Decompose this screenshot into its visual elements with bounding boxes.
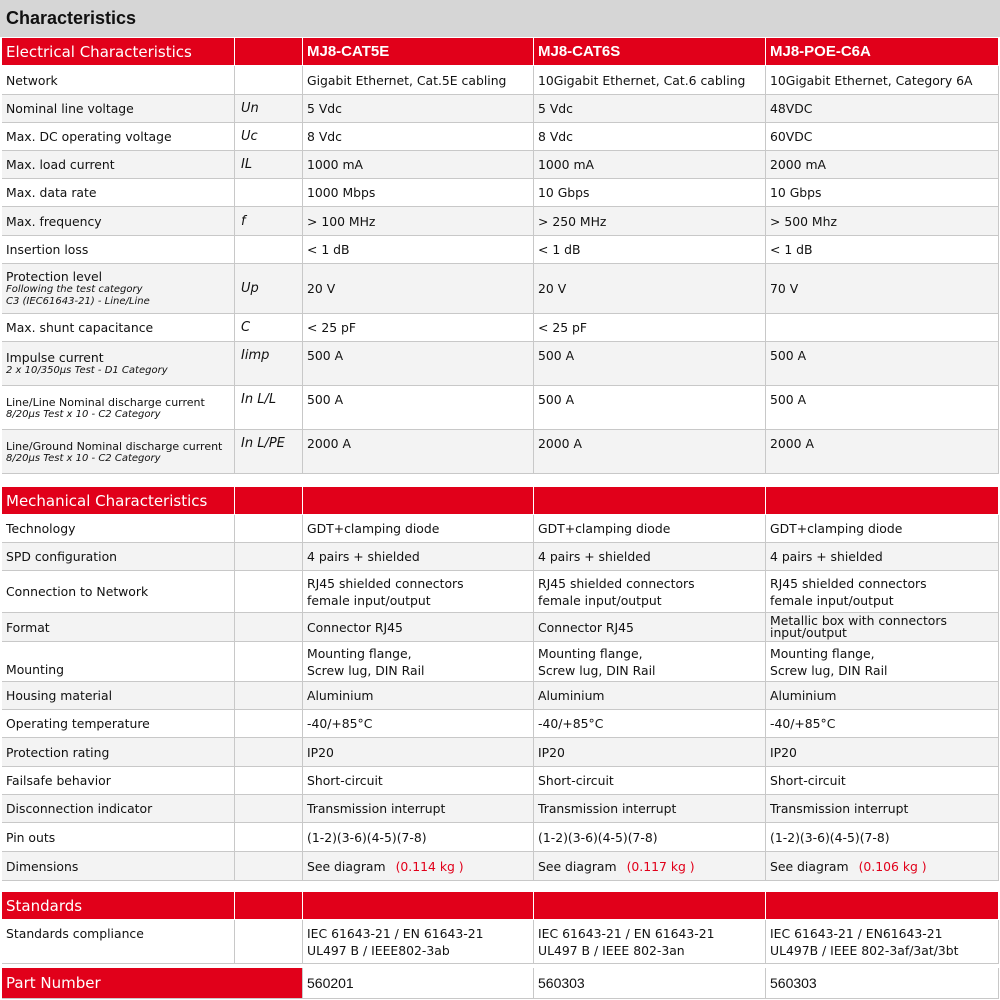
row-symbol — [235, 823, 303, 852]
row-value: 8 Vdc — [303, 123, 534, 151]
row-symbol — [235, 236, 303, 264]
row-label: Max. data rate — [2, 179, 235, 207]
row-label-note: 8/20µs Test x 10 - C2 Category — [6, 409, 161, 420]
row-value: Aluminium — [534, 682, 766, 710]
row-value: Short-circuit — [534, 767, 766, 795]
row-label-note: Following the test category — [6, 284, 143, 295]
row-value: 1000 mA — [303, 151, 534, 179]
row-value: 8 Vdc — [534, 123, 766, 151]
row-value: 500 A — [534, 386, 766, 430]
table-row — [2, 571, 999, 613]
electrical-table — [2, 38, 999, 474]
row-value — [766, 642, 999, 682]
standards-header-row — [2, 892, 999, 920]
row-value: 20 V — [303, 264, 534, 314]
row-symbol — [235, 710, 303, 738]
table-row — [2, 738, 999, 767]
row-value — [766, 571, 999, 613]
value-line: female input/output — [307, 592, 431, 608]
row-value: 60VDC — [766, 123, 999, 151]
row-value: < 1 dB — [303, 236, 534, 264]
row-symbol: IL — [235, 151, 303, 179]
table-row — [2, 123, 999, 151]
table-row — [2, 236, 999, 264]
header-blank — [235, 487, 303, 515]
row-value — [534, 571, 766, 613]
row-value: 10 Gbps — [766, 179, 999, 207]
weight-value: (0.117 kg ) — [626, 858, 695, 874]
value-line: RJ45 shielded connectors — [538, 575, 695, 591]
table-row — [2, 682, 999, 710]
value-line: Metallic box with connectors — [770, 613, 947, 628]
row-label — [2, 342, 235, 386]
row-value: Transmission interrupt — [766, 795, 999, 823]
row-value: 2000 A — [303, 430, 534, 474]
row-value: 70 V — [766, 264, 999, 314]
row-label — [2, 386, 235, 430]
row-symbol: f — [235, 207, 303, 236]
table-row — [2, 543, 999, 571]
row-value — [303, 571, 534, 613]
row-symbol — [235, 642, 303, 682]
row-value: GDT+clamping diode — [303, 515, 534, 543]
row-label: Dimensions — [2, 852, 235, 881]
header-blank — [534, 892, 766, 920]
table-row — [2, 767, 999, 795]
row-label — [2, 264, 235, 314]
row-symbol: Un — [235, 95, 303, 123]
mechanical-header-row — [2, 487, 999, 515]
value-line: Screw lug, DIN Rail — [770, 662, 888, 678]
table-row — [2, 613, 999, 642]
table-row — [2, 852, 999, 881]
row-value: 500 A — [303, 342, 534, 386]
row-symbol — [235, 767, 303, 795]
value-line: IEC 61643-21 / EN61643-21 — [770, 925, 943, 941]
table-row — [2, 179, 999, 207]
row-symbol — [235, 852, 303, 881]
value-line: Mounting flange, — [770, 645, 875, 661]
row-value: -40/+85°C — [766, 710, 999, 738]
row-symbol — [235, 795, 303, 823]
header-blank — [766, 892, 999, 920]
row-label: Max. DC operating voltage — [2, 123, 235, 151]
row-value: Transmission interrupt — [303, 795, 534, 823]
row-value — [303, 920, 534, 964]
value-line: female input/output — [770, 592, 894, 608]
part-number-label: Part Number — [2, 968, 303, 999]
row-value: 1000 Mbps — [303, 179, 534, 207]
row-value: 2000 A — [534, 430, 766, 474]
row-label: Failsafe behavior — [2, 767, 235, 795]
value-line: RJ45 shielded connectors — [307, 575, 464, 591]
table-row — [2, 342, 999, 386]
product-name: MJ8-POE-C6A — [766, 38, 999, 66]
table-row — [2, 823, 999, 852]
product-name: MJ8-CAT6S — [534, 38, 766, 66]
table-row — [2, 710, 999, 738]
header-blank — [303, 892, 534, 920]
value-line: Screw lug, DIN Rail — [538, 662, 656, 678]
row-symbol: Up — [235, 264, 303, 314]
table-row — [2, 207, 999, 236]
row-value: 500 A — [534, 342, 766, 386]
row-value: 4 pairs + shielded — [766, 543, 999, 571]
row-symbol — [235, 738, 303, 767]
standards-heading: Standards — [2, 892, 235, 920]
row-label: Standards compliance — [2, 920, 235, 964]
value-line: Mounting flange, — [538, 645, 643, 661]
header-blank — [235, 892, 303, 920]
row-value: IP20 — [303, 738, 534, 767]
row-label: SPD configuration — [2, 543, 235, 571]
row-value: > 250 MHz — [534, 207, 766, 236]
row-value: GDT+clamping diode — [766, 515, 999, 543]
row-label: Insertion loss — [2, 236, 235, 264]
row-label: Operating temperature — [2, 710, 235, 738]
row-label — [2, 430, 235, 474]
row-value: GDT+clamping diode — [534, 515, 766, 543]
table-row — [2, 920, 999, 964]
row-value: IP20 — [766, 738, 999, 767]
row-value: Gigabit Ethernet, Cat.5E cabling — [303, 66, 534, 95]
row-label: Format — [2, 613, 235, 642]
row-value: < 25 pF — [303, 314, 534, 342]
value-line: UL497 B / IEEE802-3ab — [307, 942, 450, 958]
table-row — [2, 515, 999, 543]
weight-value: (0.114 kg ) — [395, 858, 464, 874]
row-value — [534, 642, 766, 682]
row-value: < 1 dB — [766, 236, 999, 264]
row-symbol — [235, 543, 303, 571]
row-value — [766, 852, 999, 881]
part-number-value: 560303 — [534, 968, 766, 999]
table-row — [2, 151, 999, 179]
row-label-main: Impulse current — [6, 350, 104, 365]
row-value — [303, 642, 534, 682]
row-label: Pin outs — [2, 823, 235, 852]
header-blank — [534, 487, 766, 515]
row-value: Connector RJ45 — [534, 613, 766, 642]
value-text: See diagram — [538, 858, 617, 874]
page-title: Characteristics — [6, 8, 137, 28]
row-value: 2000 mA — [766, 151, 999, 179]
row-value: 48VDC — [766, 95, 999, 123]
row-value — [534, 920, 766, 964]
row-value: 10Gigabit Ethernet, Cat.6 cabling — [534, 66, 766, 95]
value-line: RJ45 shielded connectors — [770, 575, 927, 591]
row-value — [534, 852, 766, 881]
row-label: Max. load current — [2, 151, 235, 179]
row-value: (1-2)(3-6)(4-5)(7-8) — [303, 823, 534, 852]
row-label: Technology — [2, 515, 235, 543]
row-value: 20 V — [534, 264, 766, 314]
row-label: Mounting — [2, 642, 235, 682]
row-value: IP20 — [534, 738, 766, 767]
row-value — [766, 314, 999, 342]
mechanical-table — [2, 487, 999, 881]
row-symbol — [235, 66, 303, 95]
row-label-note: C3 (IEC61643-21) - Line/Line — [6, 296, 150, 307]
row-value: < 25 pF — [534, 314, 766, 342]
row-value: Short-circuit — [303, 767, 534, 795]
row-value: 500 A — [766, 342, 999, 386]
row-label-main: Protection level — [6, 269, 103, 284]
row-label: Disconnection indicator — [2, 795, 235, 823]
row-value: 500 A — [766, 386, 999, 430]
row-label-main: Line/Ground Nominal discharge current — [6, 440, 223, 453]
value-line: female input/output — [538, 592, 662, 608]
row-label: Connection to Network — [2, 571, 235, 613]
row-label: Housing material — [2, 682, 235, 710]
row-value: 5 Vdc — [534, 95, 766, 123]
electrical-header-row — [2, 38, 999, 66]
row-value: -40/+85°C — [303, 710, 534, 738]
value-text: See diagram — [770, 858, 849, 874]
part-number-value: 560201 — [303, 968, 534, 999]
row-value: 10 Gbps — [534, 179, 766, 207]
value-line: UL497B / IEEE 802-3af/3at/3bt — [770, 942, 959, 958]
part-number-table — [2, 968, 999, 999]
electrical-heading: Electrical Characteristics — [2, 38, 235, 66]
value-line: UL497 B / IEEE 802-3an — [538, 942, 685, 958]
weight-value: (0.106 kg ) — [858, 858, 927, 874]
row-symbol — [235, 515, 303, 543]
row-label: Network — [2, 66, 235, 95]
row-value: Transmission interrupt — [534, 795, 766, 823]
row-value: 2000 A — [766, 430, 999, 474]
row-value: 4 pairs + shielded — [534, 543, 766, 571]
row-value — [303, 852, 534, 881]
row-value: < 1 dB — [534, 236, 766, 264]
table-row — [2, 430, 999, 474]
row-value: > 100 MHz — [303, 207, 534, 236]
product-name: MJ8-CAT5E — [303, 38, 534, 66]
row-label-note: 8/20µs Test x 10 - C2 Category — [6, 453, 161, 464]
characteristics-header — [0, 0, 1000, 37]
value-line: IEC 61643-21 / EN 61643-21 — [307, 925, 484, 941]
row-symbol — [235, 682, 303, 710]
row-symbol — [235, 920, 303, 964]
part-number-row — [2, 968, 999, 999]
table-row — [2, 642, 999, 682]
row-value — [766, 613, 999, 642]
row-value: 5 Vdc — [303, 95, 534, 123]
table-row — [2, 314, 999, 342]
row-symbol — [235, 571, 303, 613]
row-value: (1-2)(3-6)(4-5)(7-8) — [766, 823, 999, 852]
row-label: Max. frequency — [2, 207, 235, 236]
mechanical-heading: Mechanical Characteristics — [2, 487, 235, 515]
part-number-value: 560303 — [766, 968, 999, 999]
row-label: Protection rating — [2, 738, 235, 767]
table-row — [2, 386, 999, 430]
header-blank — [235, 38, 303, 66]
row-symbol: In L/L — [235, 386, 303, 430]
value-text: See diagram — [307, 858, 386, 874]
value-line: IEC 61643-21 / EN 61643-21 — [538, 925, 715, 941]
table-row — [2, 795, 999, 823]
row-symbol: In L/PE — [235, 430, 303, 474]
row-label: Nominal line voltage — [2, 95, 235, 123]
row-label-note: 2 x 10/350µs Test - D1 Category — [6, 365, 168, 376]
row-symbol — [235, 179, 303, 207]
row-value: -40/+85°C — [534, 710, 766, 738]
row-label-main: Line/Line Nominal discharge current — [6, 396, 205, 409]
row-label: Max. shunt capacitance — [2, 314, 235, 342]
row-symbol: Iimp — [235, 342, 303, 386]
row-symbol — [235, 613, 303, 642]
value-line: Mounting flange, — [307, 645, 412, 661]
standards-table — [2, 892, 999, 964]
row-value: 500 A — [303, 386, 534, 430]
value-line: input/output — [770, 625, 847, 640]
row-value: 1000 mA — [534, 151, 766, 179]
row-symbol: Uc — [235, 123, 303, 151]
header-blank — [766, 487, 999, 515]
row-value: Aluminium — [766, 682, 999, 710]
header-blank — [303, 487, 534, 515]
row-value: 4 pairs + shielded — [303, 543, 534, 571]
row-value: (1-2)(3-6)(4-5)(7-8) — [534, 823, 766, 852]
row-value: Aluminium — [303, 682, 534, 710]
row-value: Short-circuit — [766, 767, 999, 795]
row-value: 10Gigabit Ethernet, Category 6A — [766, 66, 999, 95]
row-value — [766, 920, 999, 964]
row-value: > 500 Mhz — [766, 207, 999, 236]
table-row — [2, 66, 999, 95]
value-line: Screw lug, DIN Rail — [307, 662, 425, 678]
table-row — [2, 95, 999, 123]
row-symbol: C — [235, 314, 303, 342]
table-row — [2, 264, 999, 314]
row-value: Connector RJ45 — [303, 613, 534, 642]
